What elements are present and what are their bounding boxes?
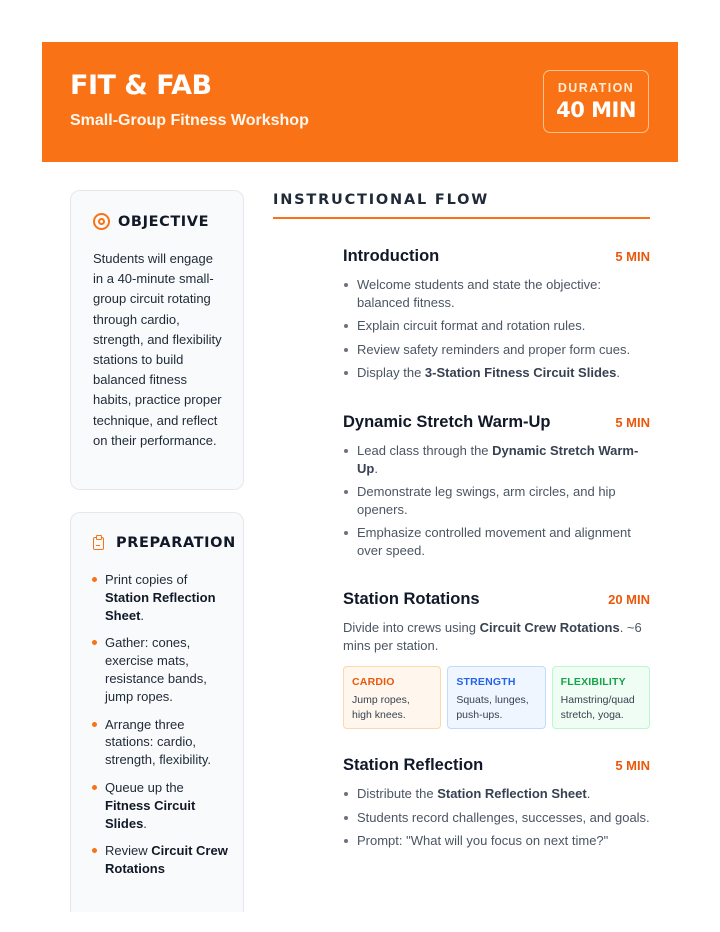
section-time: 20 MIN — [608, 592, 650, 607]
prep-item: Gather: cones, exercise mats, resistance bands, jump ropes. — [91, 634, 231, 705]
section-reflection — [343, 756, 650, 856]
list-item: Display the 3-Station Fitness Circuit Slides. — [343, 364, 650, 382]
flow-heading: INSTRUCTIONAL FLOW — [273, 192, 490, 208]
preparation-header — [93, 535, 236, 551]
section-title: Station Rotations — [343, 590, 480, 608]
section-title: Station Reflection — [343, 756, 484, 774]
preparation-list — [91, 571, 231, 888]
flow-divider — [273, 217, 650, 219]
station-grid — [343, 666, 650, 729]
bullet-list — [343, 785, 650, 850]
objective-text: Students will engage in a 40-minute small-group circuit rotating through cardio, strength, and flexibility stations to build balanced fitness habits, practice proper technique, and reflect on their performance. — [93, 251, 222, 448]
list-item: Emphasize controlled movement and alignment over speed. — [343, 524, 650, 559]
section-title: Dynamic Stretch Warm-Up — [343, 413, 551, 431]
page-title: FIT & FAB — [70, 70, 212, 101]
section-time: 5 MIN — [615, 415, 650, 430]
list-item: Students record challenges, successes, and goals. — [343, 809, 650, 827]
station-name: STRENGTH — [456, 676, 516, 688]
station-name: CARDIO — [352, 676, 395, 688]
section-time: 5 MIN — [615, 758, 650, 773]
prep-item: Review Circuit Crew Rotations — [91, 842, 231, 878]
duration-value: 40 MIN — [556, 98, 636, 122]
section-title: Introduction — [343, 247, 440, 265]
page-subtitle: Small-Group Fitness Workshop — [70, 112, 309, 129]
header-banner — [42, 42, 678, 162]
station-description: Squats, lunges, push-ups. — [456, 694, 529, 721]
list-item: Lead class through the Dynamic Stretch Warm-Up. — [343, 442, 650, 477]
station-name: FLEXIBILITY — [560, 676, 626, 688]
section-warmup — [343, 413, 650, 565]
list-item: Review safety reminders and proper form cues. — [343, 341, 650, 359]
prep-item: Queue up the Fitness Circuit Slides. — [91, 779, 231, 832]
list-item: Demonstrate leg swings, arm circles, and hip openers. — [343, 483, 650, 518]
preparation-card — [70, 512, 244, 912]
target-icon — [93, 213, 110, 230]
list-item: Welcome students and state the objective: balanced fitness. — [343, 276, 650, 311]
objective-header — [93, 213, 209, 230]
station-description: Hamstring/quad stretch, yoga. — [560, 694, 635, 721]
list-item: Explain circuit format and rotation rules. — [343, 317, 650, 335]
list-item: Prompt: "What will you focus on next time?" — [343, 832, 650, 850]
objective-heading: OBJECTIVE — [118, 213, 210, 230]
preparation-heading: PREPARATION — [116, 535, 236, 551]
section-time: 5 MIN — [615, 249, 650, 264]
clipboard-icon — [93, 537, 104, 550]
section-introduction — [343, 247, 650, 388]
rotations-description: Divide into crews using Circuit Crew Rotations. ~6 mins per station. — [343, 620, 642, 653]
duration-label: DURATION — [557, 81, 635, 95]
prep-item: Arrange three stations: cardio, strength, flexibility. — [91, 716, 231, 769]
objective-card — [70, 190, 244, 490]
station-card-cardio — [343, 666, 441, 729]
prep-item: Print copies of Station Reflection Sheet. — [91, 571, 231, 624]
station-description: Jump ropes, high knees. — [352, 694, 410, 721]
station-card-strength — [447, 666, 545, 729]
bullet-list — [343, 276, 650, 382]
bullet-list — [343, 442, 650, 559]
section-rotations — [343, 590, 650, 729]
station-card-flexibility — [552, 666, 650, 729]
list-item: Distribute the Station Reflection Sheet. — [343, 785, 650, 803]
duration-badge — [543, 70, 649, 133]
